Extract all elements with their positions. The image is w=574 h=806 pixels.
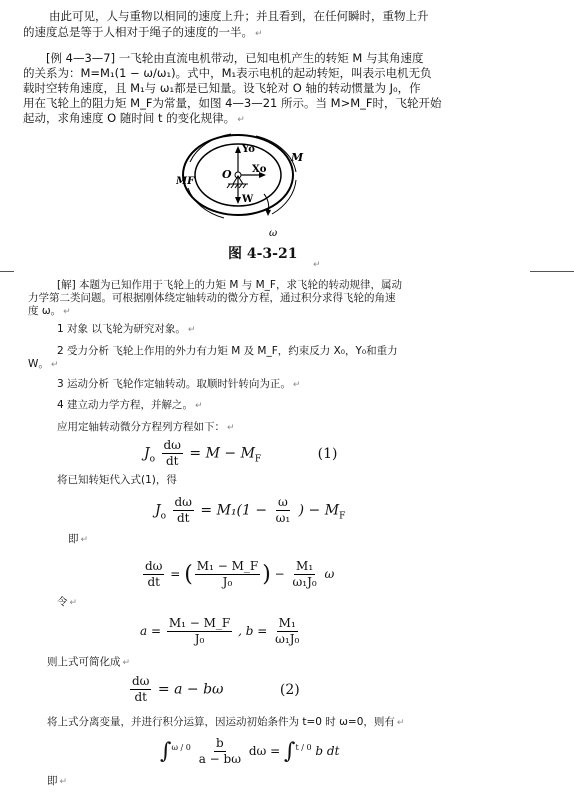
mf-label: MF — [176, 176, 195, 187]
example-line: 起动，求角速度 O 随时间 t 的变化规律。 ↵ — [23, 111, 245, 125]
ling-text: 令 ↵ — [57, 596, 78, 608]
solution-line: [解] 本题为已知作用于飞轮上的力矩 M 与 M_F，求飞轮的转动规律，属动 — [57, 279, 402, 291]
equation-5: $\frac{d\omega}{dt}$ = a − bω (2) — [132, 674, 300, 704]
equation-6: ∫$^{\omega / 0}$ $\frac{b}{a - b\omega}$ dω = ∫$^{t / 0}$ b dt — [160, 736, 340, 766]
step-2-cont: W。 ↵ — [28, 358, 59, 370]
example-line: 的关系为：M=M₁(1 − ω/ω₁)。式中，M₁表示电机的起动转矩，叫表示电机无负 — [23, 66, 432, 80]
ji-text: 即 ↵ — [68, 533, 89, 545]
solution-line: 度 ω。 ↵ — [28, 305, 71, 317]
step-5: 应用定轴转动微分方程列方程如下： ↵ — [57, 421, 235, 433]
equation-4: a = $\frac{\text{M₁ − M\_F}}{\text{J₀}}$ , b = $\frac{\text{M₁}}{\text{ω₁J₀}}$ — [140, 616, 300, 646]
equation-3: $\frac{d\omega}{dt}$ = ( $\frac{\text{M₁ − M\_F}}{\text{J₀}}$ ) − $\frac{\text{M₁}}{\text{ω₁J₀}}$ ω — [145, 559, 335, 589]
paragraph-line: 由此可见，人与重物以相同的速度上升；并且看到，在任何瞬时，重物上升 — [49, 9, 429, 23]
m-label: M — [291, 151, 304, 164]
o-label: O — [222, 168, 232, 181]
separate-text: 将上式分离变量，并进行积分运算，因运动初始条件为 t=0 时 ω=0，则有 ↵ — [47, 716, 405, 728]
step-1: 1 对象 以飞轮为研究对象。 ↵ — [57, 323, 196, 335]
substitution-text: 将已知转矩代入式(1)，得 — [57, 474, 177, 486]
step-3: 3 运动分析 飞轮作定轴转动。取顺时针转向为正。 ↵ — [57, 378, 301, 390]
w-label: W — [242, 194, 254, 205]
figure-caption: 图 4-3-21 — [228, 246, 298, 262]
simplify-text: 则上式可简化成 ↵ — [47, 656, 131, 668]
ji-text-2: 即 ↵ — [47, 775, 68, 787]
xo-label: Xo — [252, 164, 267, 175]
flywheel-figure — [176, 132, 306, 240]
example-line: 载时空转角速度，且 M₁与 ω₁都是已知量。设飞轮对 O 轴的转动惯量为 J₀，作 — [23, 81, 421, 95]
equation-2: $J_o$ $\frac{d\omega}{dt}$ = M₁(1 − $\frac{\omega}{\text{ω₁}}$ ) − $M_F$ — [155, 495, 346, 525]
step-4: 4 建立动力学方程，并解之。 ↵ — [57, 399, 203, 411]
omega-label: ω — [269, 228, 278, 239]
paragraph-line: 的速度总是等于人相对于绳子的速度的一半。 ↵ — [23, 25, 263, 39]
equation-1: $J_o$ $\frac{d\omega}{dt}$ = $M - M_F$ (1) — [144, 438, 338, 468]
yo-label: Yo — [242, 144, 255, 155]
step-2: 2 受力分析 飞轮上作用的外力有力矩 M 及 M_F，约束反力 X₀，Y₀和重力 — [57, 345, 398, 357]
example-line: [例 4—3—7] 一飞轮由直流电机带动，已知电机产生的转矩 M 与其角速度 — [46, 51, 424, 65]
divider — [0, 271, 574, 272]
example-line: 用在飞轮上的阻力矩 M_F为常量，如图 4—3—21 所示。当 M>M_F时，飞轮开始 — [23, 96, 442, 110]
solution-line: 力学第二类问题。可根据刚体绕定轴转动的微分方程，通过积分求得飞轮的角速 — [28, 292, 396, 304]
